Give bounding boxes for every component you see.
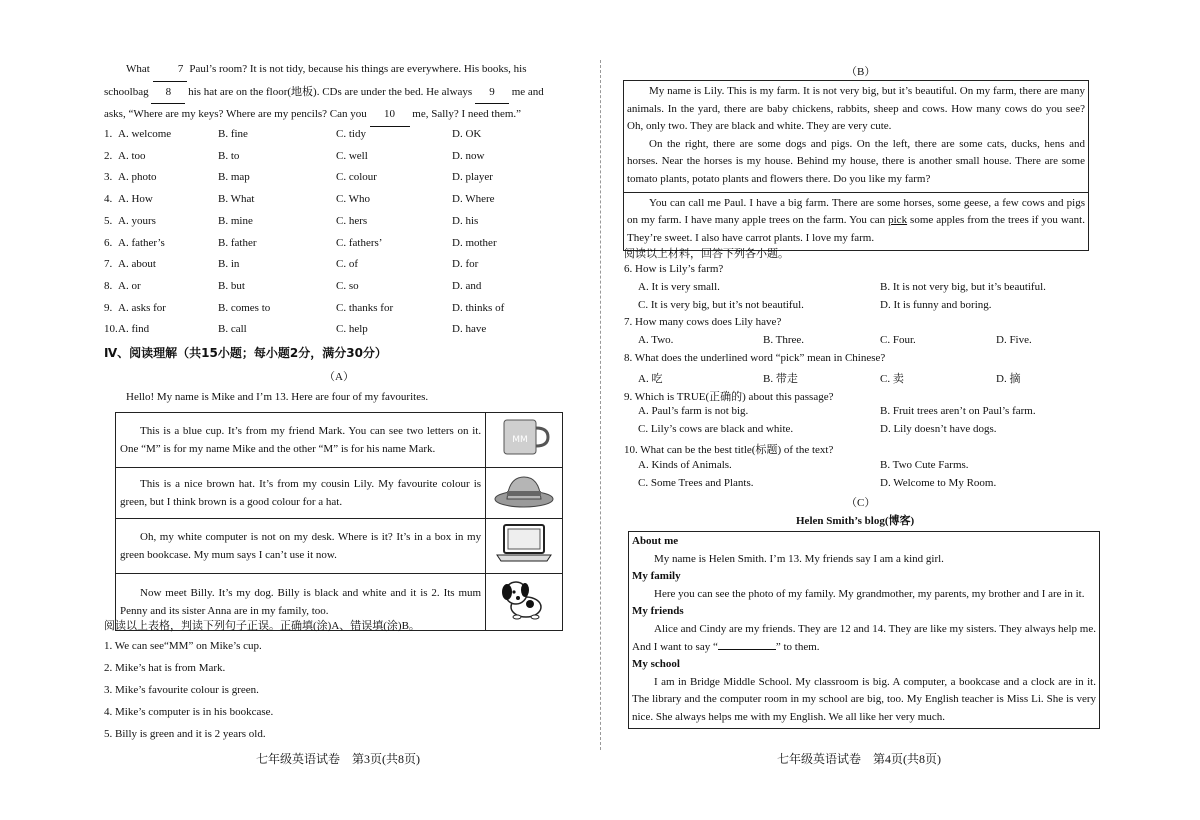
- option-c: C. fathers’: [336, 236, 383, 249]
- question-number: 6.: [104, 236, 113, 249]
- section-4-title: Ⅳ、阅读理解（共15小题；每小题2分，满分30分）: [104, 346, 387, 360]
- cloze-text: me and: [511, 85, 544, 98]
- option-a: A. too: [118, 149, 146, 162]
- passage-b-box: [623, 80, 1089, 251]
- question-row: [0, 276, 600, 297]
- option-d: D. mother: [452, 236, 497, 249]
- table-row: [116, 468, 563, 519]
- option-b: B. What: [218, 193, 255, 206]
- question-option: C. Four.: [880, 334, 916, 347]
- question-option: C. Lily’s cows are black and white.: [638, 423, 794, 436]
- question-stem: 6. How is Lily’s farm?: [624, 263, 724, 275]
- cloze-text: What: [126, 63, 150, 75]
- cloze-text: asks, “Where are my keys? Where are my pencils? Can you: [104, 108, 367, 120]
- b-instruction: 阅读以上材料，回答下列各小题。: [624, 248, 789, 260]
- option-c: C. well: [336, 149, 368, 162]
- cloze-blank-10: 10: [370, 104, 410, 127]
- blog-blank: [718, 649, 776, 650]
- cloze-text: his hat are on the floor(地板). CDs are under the bed. He always: [188, 85, 473, 98]
- option-d: D. Where: [452, 193, 495, 206]
- question-option: D. It is funny and boring.: [880, 298, 992, 311]
- option-b: B. comes to: [218, 301, 271, 314]
- question-number: 3.: [104, 171, 113, 184]
- option-d: D. have: [452, 323, 487, 336]
- favourite-text: This is a nice brown hat. It’s from my cousin Lily. My favourite colour is green, but I think brown is a good colour for a hat.: [116, 468, 486, 519]
- tf-instruction: 阅读以上表格，判读下列句子正误。正确填(涂)A、错误填(涂)B。: [104, 620, 420, 632]
- page-footer: 七年级英语试卷 第4页(共8页): [777, 752, 941, 766]
- question-option: A. 吃: [638, 372, 663, 385]
- cloze-text: schoolbag: [104, 85, 149, 98]
- option-c: C. colour: [336, 171, 377, 184]
- dog-icon: [486, 574, 563, 631]
- question-row: [0, 211, 600, 232]
- favourite-text: Now meet Billy. It’s my dog. Billy is black and white and it is 2. Its mum Penny and its sister Anna are in my family, too.: [116, 574, 486, 631]
- question-row: [0, 124, 600, 145]
- option-d: D. and: [452, 279, 482, 292]
- option-d: D. thinks of: [452, 301, 505, 314]
- blog-heading-school: My school: [632, 658, 680, 671]
- option-c: C. so: [336, 279, 359, 292]
- option-c: C. tidy: [336, 128, 366, 140]
- cloze-blank-9: 9: [475, 82, 509, 105]
- option-d: D. now: [452, 149, 485, 162]
- favourite-text: This is a blue cup. It’s from my friend Mark. You can see two letters on it. One “M” is for my name Mike and the other “M” is for his name Mark.: [116, 413, 486, 468]
- question-option: D. Welcome to My Room.: [880, 476, 997, 489]
- blog-school: I am in Bridge Middle School. My classroom is big. A computer, a bookcase and a clock are in it. The library and the computer room in my school are big, too. My English teacher is Miss Li. She is very nice. She always helps me with my English. We all like her very much.: [632, 675, 1096, 723]
- option-d: D. his: [452, 214, 479, 227]
- option-d: D. for: [452, 258, 479, 271]
- blog-box: [628, 531, 1100, 729]
- option-b: B. to: [218, 149, 240, 162]
- blog-heading-about: About me: [632, 535, 679, 547]
- option-b: B. call: [218, 323, 247, 336]
- blog-title: Helen Smith’s blog(博客): [796, 515, 915, 527]
- question-stem: 10. What can be the best title(标题) of the text?: [624, 444, 834, 456]
- question-row: [0, 319, 600, 340]
- question-option: B. Two Cute Farms.: [880, 458, 969, 471]
- option-a: A. father’s: [118, 236, 165, 249]
- option-a: A. asks for: [118, 301, 166, 314]
- option-b: B. mine: [218, 214, 253, 227]
- question-option: C. Some Trees and Plants.: [638, 476, 754, 489]
- question-option: D. Lily doesn’t have dogs.: [880, 423, 997, 436]
- question-option: A. Kinds of Animals.: [638, 458, 732, 471]
- option-c: C. Who: [336, 193, 371, 206]
- option-b: B. father: [218, 236, 257, 249]
- question-row: [0, 167, 600, 188]
- option-a: A. How: [118, 193, 153, 206]
- cloze-blank-8: 8: [151, 82, 185, 105]
- tf-item: 3. Mike’s favourite colour is green.: [104, 684, 259, 696]
- question-option: D. 摘: [996, 372, 1021, 385]
- question-option: B. It is not very big, but it’s beautiful.: [880, 280, 1046, 293]
- option-a: A. or: [118, 279, 141, 292]
- part-c-label: （C）: [846, 497, 876, 509]
- tf-item: 4. Mike’s computer is in his bookcase.: [104, 706, 274, 718]
- question-option: B. Three.: [763, 334, 805, 347]
- option-d: D. player: [452, 171, 493, 184]
- option-c: C. help: [336, 323, 368, 336]
- question-option: C. 卖: [880, 372, 904, 385]
- option-a: A. photo: [118, 171, 157, 184]
- option-a: A. about: [118, 258, 156, 271]
- question-stem: 9. Which is TRUE(正确的) about this passage?: [624, 390, 834, 403]
- question-option: A. Two.: [638, 334, 674, 347]
- passage-b-p1: My name is Lily. This is my farm. It is not very big, but it’s beautiful. On my farm, there are many animals. In the yard, there are baby chickens, rabbits, sheep and cows. How many cows do you see? Oh, only two. They are black and white. They are very cute.: [627, 85, 1085, 133]
- question-row: [0, 254, 600, 275]
- part-a-label: （A）: [324, 371, 354, 383]
- cloze-passage: [104, 59, 578, 127]
- table-row: [116, 413, 563, 468]
- question-option: A. Paul’s farm is not big.: [638, 405, 749, 418]
- favourite-text: Oh, my white computer is not on my desk. Where is it? It’s in a box in my green bookcase. My mum says I can’t use it now.: [116, 519, 486, 574]
- option-b: B. but: [218, 279, 245, 292]
- blog-friends: Alice and Cindy are my friends. They are 12 and 14. They are like my sisters. They always help me. And I want to say “ ” to them.: [632, 622, 1096, 653]
- question-option: B. Fruit trees aren’t on Paul’s farm.: [880, 405, 1036, 418]
- cloze-text: Paul’s room? It is not tidy, because his things are everywhere. His books, his: [189, 63, 527, 75]
- blog-heading-family: My family: [632, 570, 681, 583]
- question-number: 7.: [104, 258, 113, 271]
- question-option: B. 带走: [763, 372, 798, 385]
- question-number: 4.: [104, 193, 113, 206]
- question-number: 1.: [104, 128, 113, 140]
- tf-item: 1. We can see“MM” on Mike’s cup.: [104, 640, 262, 652]
- question-option: C. It is very big, but it’s not beautiful.: [638, 298, 804, 311]
- option-a: A. yours: [118, 214, 156, 227]
- passage-b-p2: On the right, there are some dogs and pigs. On the left, there are some cats, ducks, hens and horses. Near the horses is my house. Behind my house, there is another small house. There are some tomato plants, potato plants and flowers there. Do you like my farm?: [627, 137, 1085, 185]
- blog-heading-friends: My friends: [632, 605, 684, 618]
- question-row: [0, 146, 600, 167]
- laptop-icon: [486, 519, 563, 574]
- blog-family: Here you can see the photo of my family. My grandmother, my parents, my brother and I are in it.: [654, 587, 1085, 600]
- option-c: C. hers: [336, 214, 368, 227]
- option-a: A. welcome: [118, 128, 172, 140]
- question-number: 5.: [104, 214, 113, 227]
- cloze-blank-7: 7: [153, 59, 187, 82]
- table-row: [116, 519, 563, 574]
- question-number: 10.: [104, 323, 118, 336]
- blog-about: My name is Helen Smith. I’m 13. My friends say I am a kind girl.: [654, 552, 944, 565]
- question-number: 2.: [104, 149, 113, 162]
- question-stem: 8. What does the underlined word “pick” mean in Chinese?: [624, 352, 886, 364]
- option-a: A. find: [118, 323, 150, 336]
- question-number: 8.: [104, 279, 113, 292]
- passage-a-intro: Hello! My name is Mike and I’m 13. Here are four of my favourites.: [126, 391, 429, 403]
- question-option: D. Five.: [996, 334, 1032, 347]
- question-row: [0, 233, 600, 254]
- question-option: A. It is very small.: [638, 280, 720, 293]
- cup-icon: [486, 413, 563, 468]
- hat-icon: [486, 468, 563, 519]
- page-footer: 七年级英语试卷 第3页(共8页): [256, 752, 420, 766]
- question-stem: 7. How many cows does Lily have?: [624, 316, 782, 329]
- question-row: [0, 298, 600, 319]
- question-number: 9.: [104, 301, 113, 314]
- question-row: [0, 189, 600, 210]
- option-b: B. fine: [218, 128, 248, 140]
- option-d: D. OK: [452, 128, 482, 140]
- option-c: C. thanks for: [336, 301, 394, 314]
- cup-label: MM: [512, 435, 528, 445]
- part-b-label: （B）: [846, 66, 876, 78]
- tf-item: 5. Billy is green and it is 2 years old.: [104, 728, 266, 740]
- option-c: C. of: [336, 258, 358, 271]
- option-b: B. in: [218, 258, 240, 271]
- option-b: B. map: [218, 171, 250, 184]
- favourites-table: [115, 412, 563, 631]
- cloze-text: me, Sally? I need them.”: [412, 108, 522, 120]
- underlined-word-pick: pick: [888, 214, 908, 227]
- tf-item: 2. Mike’s hat is from Mark.: [104, 662, 226, 674]
- right-page: [600, 0, 1200, 820]
- passage-b-p3: You can call me Paul. I have a big farm. There are some horses, some geese, a few cows and pigs on my farm. I have many apple trees on the farm. You can pick some apples from the trees if you want. They’re sweet. I also have carrot plants. I love my farm.: [627, 196, 1085, 244]
